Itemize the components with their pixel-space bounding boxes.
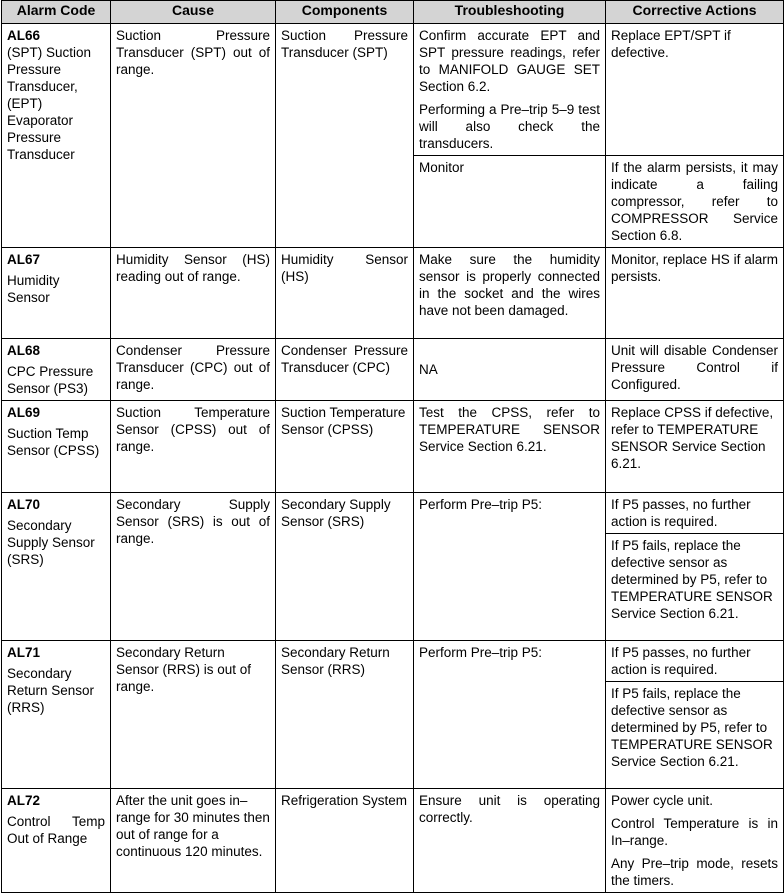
action-cell: Replace CPSS if defective, refer to TEMPERATURE SENSOR Service Section 6.21. [606,401,784,493]
troubleshooting-text: Performing a Pre–trip 5–9 test will also check the transducers. [419,102,600,151]
cause-cell: Humidity Sensor (HS) reading out of range. [111,248,276,339]
alarm-name: CPC Pressure Sensor (PS3) [7,364,94,396]
troubleshooting-cell: Ensure unit is operating correctly. [414,789,606,893]
alarm-code-cell [2,24,111,248]
header-corrective-actions: Corrective Actions [606,1,784,24]
components-cell: Suction Temperature Sensor (CPSS) [276,401,414,493]
alarm-code: AL70 [7,497,41,512]
table-row [2,641,784,682]
alarm-code: AL68 [7,343,41,358]
action-cell: If the alarm persists, it may indicate a failing compressor, refer to COMPRESSOR Service Section 6.8. [606,156,784,248]
components-cell: Secondary Return Sensor (RRS) [276,641,414,789]
table-row [2,339,784,401]
action-cell: If P5 fails, replace the defective sensor as determined by P5, refer to TEMPERATURE SENSOR Service Section 6.21. [606,534,784,641]
action-text: Power cycle unit. [611,793,714,808]
alarm-code: AL69 [7,405,41,420]
components-cell: Suction Pressure Transducer (SPT) [276,24,414,248]
alarm-name: Secondary Supply Sensor (SRS) [7,518,95,567]
action-cell: Unit will disable Condenser Pressure Control if Configured. [606,339,784,401]
alarm-code-cell [2,248,111,339]
components-cell: Condenser Pressure Transducer (CPC) [276,339,414,401]
action-cell: Monitor, replace HS if alarm persists. [606,248,784,339]
action-cell: If P5 fails, replace the defective sensor as determined by P5, refer to TEMPERATURE SENSOR Service Section 6.21. [606,682,784,789]
cause-cell: Condenser Pressure Transducer (CPC) out of range. [111,339,276,401]
alarm-name: Humidity Sensor [7,273,60,305]
alarm-code: AL67 [7,252,41,267]
action-cell [606,789,784,893]
alarm-table [1,0,784,893]
troubleshooting-cell [414,24,606,156]
troubleshooting-text: Confirm accurate EPT and SPT pressure readings, refer to MANIFOLD GAUGE SET Section 6.2. [419,28,600,94]
components-cell: Refrigeration System [276,789,414,893]
action-text: Control Temperature is in In–range. [611,816,778,848]
alarm-code: AL72 [7,793,41,808]
alarm-name: Secondary Return Sensor (RRS) [7,666,95,715]
alarm-code-cell [2,493,111,641]
action-text: Any Pre–trip mode, resets the timers. [611,856,778,888]
components-cell: Secondary Supply Sensor (SRS) [276,493,414,641]
table-row [2,24,784,156]
cause-cell: Suction Pressure Transducer (SPT) out of range. [111,24,276,248]
alarm-name: Suction Temp Sensor (CPSS) [7,426,100,458]
alarm-code-cell [2,339,111,401]
table-row [2,248,784,339]
header-cause: Cause [111,1,276,24]
cause-cell: Suction Temperature Sensor (CPSS) out of range. [111,401,276,493]
troubleshooting-cell: NA [414,339,606,401]
cause-cell: Secondary Supply Sensor (SRS) is out of range. [111,493,276,641]
alarm-code-cell [2,789,111,893]
action-cell: Replace EPT/SPT if defective. [606,24,784,156]
table-row [2,401,784,493]
components-cell: Humidity Sensor (HS) [276,248,414,339]
alarm-code-cell [2,641,111,789]
table-row [2,493,784,534]
action-cell: If P5 passes, no further action is required. [606,493,784,534]
alarm-code-cell [2,401,111,493]
alarm-name: (SPT) Suction Pressure Transducer, (EPT) Evaporator Pressure Transducer [7,45,92,162]
alarm-name: Control Temp Out of Range [7,814,105,846]
table-row [2,789,784,893]
cause-cell: Secondary Return Sensor (RRS) is out of range. [111,641,276,789]
troubleshooting-cell: Perform Pre–trip P5: [414,641,606,789]
troubleshooting-cell: Make sure the humidity sensor is properly connected in the socket and the wires have not been damaged. [414,248,606,339]
alarm-code: AL66 [7,28,41,43]
header-troubleshooting: Troubleshooting [414,1,606,24]
cause-cell: After the unit goes in–range for 30 minutes then out of range for a continuous 120 minutes. [111,789,276,893]
troubleshooting-cell: Monitor [414,156,606,248]
header-row [2,1,784,24]
alarm-code: AL71 [7,645,41,660]
header-alarm-code: Alarm Code [2,1,111,24]
action-cell: If P5 passes, no further action is required. [606,641,784,682]
header-components: Components [276,1,414,24]
troubleshooting-cell: Test the CPSS, refer to TEMPERATURE SENSOR Service Section 6.21. [414,401,606,493]
troubleshooting-cell: Perform Pre–trip P5: [414,493,606,641]
